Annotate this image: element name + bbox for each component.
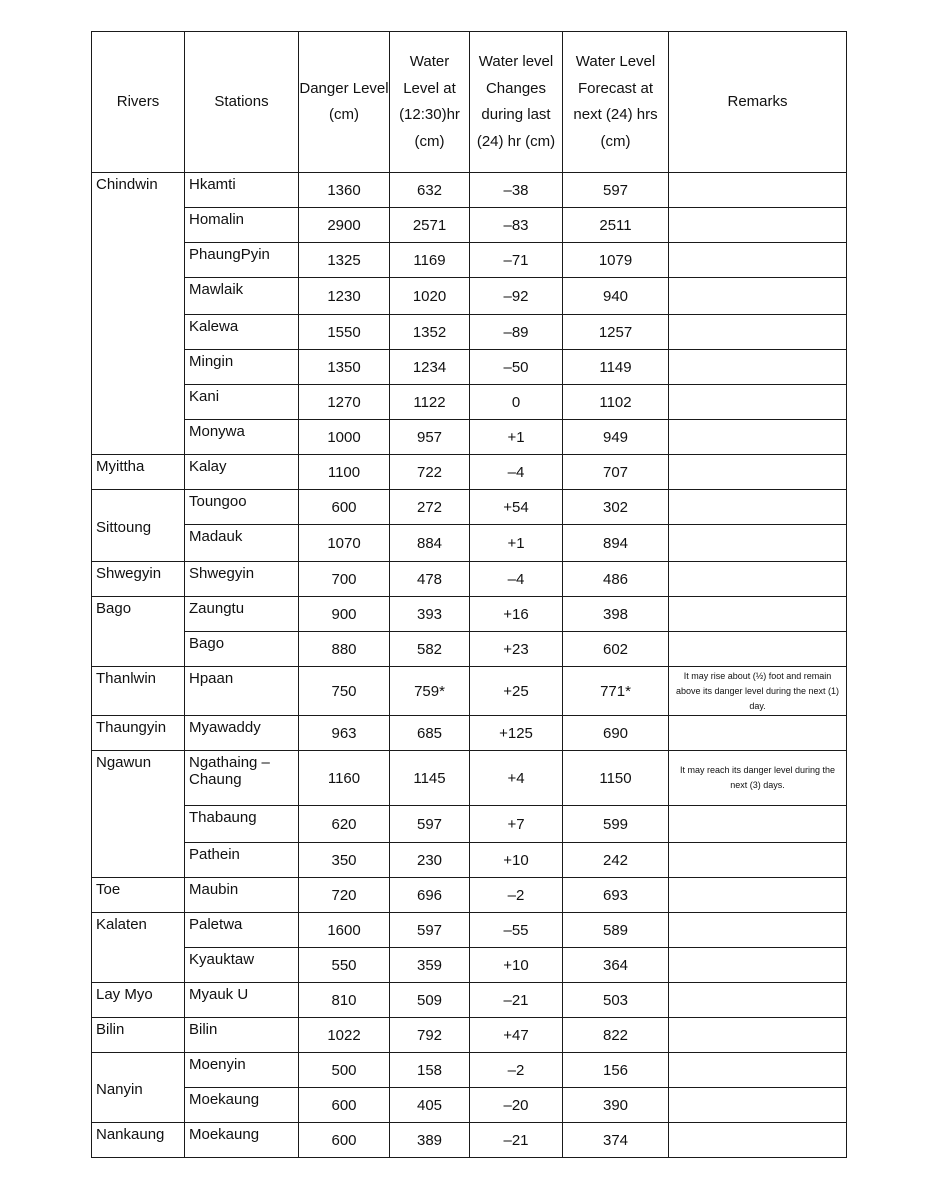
table-row [92, 525, 847, 562]
river-name-cell: Toe [92, 878, 185, 913]
station-name-cell: Mingin [185, 350, 299, 385]
station-name-cell: Mawlaik [185, 278, 299, 315]
danger-level-cell: 1000 [299, 420, 390, 455]
water-level-change-cell: +1 [470, 525, 563, 562]
river-name-cell: Myittha [92, 455, 185, 490]
table-row [92, 632, 847, 667]
remark-cell [669, 632, 847, 667]
header-remarks: Remarks [669, 32, 847, 173]
remark-cell [669, 983, 847, 1018]
table-row [92, 350, 847, 385]
water-level-change-cell: –71 [470, 243, 563, 278]
forecast-level-cell: 771* [563, 667, 669, 716]
table-row [92, 751, 847, 806]
danger-level-cell: 1350 [299, 350, 390, 385]
water-level-change-cell: –89 [470, 315, 563, 350]
table-row [92, 420, 847, 455]
danger-level-cell: 1270 [299, 385, 390, 420]
forecast-level-cell: 602 [563, 632, 669, 667]
station-name-cell: Maubin [185, 878, 299, 913]
forecast-level-cell: 949 [563, 420, 669, 455]
header-water-level-change: Water level Changes during last (24) hr (cm) [470, 32, 563, 173]
remark-cell [669, 913, 847, 948]
forecast-level-cell: 894 [563, 525, 669, 562]
table-row [92, 243, 847, 278]
station-name-cell: Moekaung [185, 1123, 299, 1158]
water-level-cell: 1352 [390, 315, 470, 350]
water-level-change-cell: +4 [470, 751, 563, 806]
danger-level-cell: 1070 [299, 525, 390, 562]
remark-cell [669, 1088, 847, 1123]
table-row [92, 1088, 847, 1123]
forecast-level-cell: 1149 [563, 350, 669, 385]
remark-cell [669, 562, 847, 597]
river-name-cell: Bago [92, 597, 185, 667]
forecast-level-cell: 390 [563, 1088, 669, 1123]
table-row [92, 278, 847, 315]
water-level-change-cell: +25 [470, 667, 563, 716]
danger-level-cell: 620 [299, 806, 390, 843]
table-body [92, 173, 847, 1158]
remark-cell [669, 208, 847, 243]
water-level-cell: 722 [390, 455, 470, 490]
forecast-level-cell: 242 [563, 843, 669, 878]
station-name-cell: PhaungPyin [185, 243, 299, 278]
table-row [92, 490, 847, 525]
river-name-cell: Ngawun [92, 751, 185, 878]
table-row [92, 716, 847, 751]
forecast-level-cell: 589 [563, 913, 669, 948]
forecast-level-cell: 156 [563, 1053, 669, 1088]
water-level-cell: 884 [390, 525, 470, 562]
water-level-change-cell: –2 [470, 878, 563, 913]
water-level-cell: 685 [390, 716, 470, 751]
water-level-cell: 597 [390, 806, 470, 843]
water-level-cell: 272 [390, 490, 470, 525]
water-level-change-cell: –38 [470, 173, 563, 208]
remark-cell [669, 1123, 847, 1158]
river-name-cell: Nanyin [92, 1053, 185, 1123]
table-row [92, 562, 847, 597]
forecast-level-cell: 597 [563, 173, 669, 208]
water-level-change-cell: –2 [470, 1053, 563, 1088]
remark-cell [669, 315, 847, 350]
danger-level-cell: 2900 [299, 208, 390, 243]
remark-cell [669, 843, 847, 878]
remark-cell [669, 806, 847, 843]
river-name-cell: Thaungyin [92, 716, 185, 751]
water-level-change-cell: –83 [470, 208, 563, 243]
danger-level-cell: 600 [299, 1123, 390, 1158]
water-level-cell: 1169 [390, 243, 470, 278]
danger-level-cell: 600 [299, 490, 390, 525]
table-row [92, 878, 847, 913]
water-level-cell: 405 [390, 1088, 470, 1123]
station-name-cell: Toungoo [185, 490, 299, 525]
water-level-cell: 792 [390, 1018, 470, 1053]
water-level-cell: 509 [390, 983, 470, 1018]
remark-cell [669, 597, 847, 632]
station-name-cell: Kalay [185, 455, 299, 490]
table-row [92, 597, 847, 632]
water-level-cell: 158 [390, 1053, 470, 1088]
station-name-cell: Kalewa [185, 315, 299, 350]
station-name-cell: Ngathaing – Chaung [185, 751, 299, 806]
table-row [92, 173, 847, 208]
table-row [92, 667, 847, 716]
danger-level-cell: 1550 [299, 315, 390, 350]
water-level-cell: 359 [390, 948, 470, 983]
remark-cell [669, 716, 847, 751]
water-level-cell: 389 [390, 1123, 470, 1158]
remark-cell [669, 455, 847, 490]
danger-level-cell: 1100 [299, 455, 390, 490]
remark-cell [669, 878, 847, 913]
water-level-change-cell: +47 [470, 1018, 563, 1053]
water-level-cell: 478 [390, 562, 470, 597]
danger-level-cell: 500 [299, 1053, 390, 1088]
danger-level-cell: 550 [299, 948, 390, 983]
water-level-change-cell: –4 [470, 562, 563, 597]
forecast-level-cell: 302 [563, 490, 669, 525]
station-name-cell: Hpaan [185, 667, 299, 716]
table-row [92, 455, 847, 490]
water-level-cell: 696 [390, 878, 470, 913]
water-level-cell: 1145 [390, 751, 470, 806]
danger-level-cell: 963 [299, 716, 390, 751]
station-name-cell: Pathein [185, 843, 299, 878]
remark-cell: It may rise about (½) foot and remain above its danger level during the next (1) day. [669, 667, 847, 716]
station-name-cell: Bago [185, 632, 299, 667]
header-danger-level: Danger Level (cm) [299, 32, 390, 173]
water-level-cell: 230 [390, 843, 470, 878]
water-level-change-cell: –4 [470, 455, 563, 490]
station-name-cell: Myauk U [185, 983, 299, 1018]
table-row [92, 1018, 847, 1053]
danger-level-cell: 810 [299, 983, 390, 1018]
station-name-cell: Kyauktaw [185, 948, 299, 983]
remark-cell [669, 173, 847, 208]
water-level-cell: 1122 [390, 385, 470, 420]
table-row [92, 913, 847, 948]
water-level-change-cell: –21 [470, 1123, 563, 1158]
header-stations: Stations [185, 32, 299, 173]
river-water-level-table [91, 31, 847, 1158]
station-name-cell: Madauk [185, 525, 299, 562]
table-header-row [92, 32, 847, 173]
forecast-level-cell: 364 [563, 948, 669, 983]
water-level-change-cell: –92 [470, 278, 563, 315]
water-level-change-cell: 0 [470, 385, 563, 420]
remark-cell [669, 1053, 847, 1088]
water-level-change-cell: +7 [470, 806, 563, 843]
water-level-change-cell: +10 [470, 948, 563, 983]
danger-level-cell: 700 [299, 562, 390, 597]
remark-cell [669, 525, 847, 562]
danger-level-cell: 1360 [299, 173, 390, 208]
forecast-level-cell: 1150 [563, 751, 669, 806]
station-name-cell: Moekaung [185, 1088, 299, 1123]
danger-level-cell: 1325 [299, 243, 390, 278]
forecast-level-cell: 374 [563, 1123, 669, 1158]
forecast-level-cell: 1257 [563, 315, 669, 350]
danger-level-cell: 600 [299, 1088, 390, 1123]
station-name-cell: Homalin [185, 208, 299, 243]
station-name-cell: Paletwa [185, 913, 299, 948]
water-level-cell: 1234 [390, 350, 470, 385]
table-row [92, 948, 847, 983]
water-level-change-cell: –21 [470, 983, 563, 1018]
water-level-change-cell: +54 [470, 490, 563, 525]
forecast-level-cell: 398 [563, 597, 669, 632]
remark-cell [669, 278, 847, 315]
station-name-cell: Shwegyin [185, 562, 299, 597]
forecast-level-cell: 1102 [563, 385, 669, 420]
water-level-cell: 597 [390, 913, 470, 948]
river-name-cell: Lay Myo [92, 983, 185, 1018]
water-level-change-cell: –55 [470, 913, 563, 948]
station-name-cell: Kani [185, 385, 299, 420]
danger-level-cell: 1230 [299, 278, 390, 315]
danger-level-cell: 1160 [299, 751, 390, 806]
remark-cell [669, 490, 847, 525]
remark-cell [669, 420, 847, 455]
station-name-cell: Myawaddy [185, 716, 299, 751]
station-name-cell: Hkamti [185, 173, 299, 208]
water-level-change-cell: +1 [470, 420, 563, 455]
remark-cell [669, 385, 847, 420]
table-row [92, 806, 847, 843]
forecast-level-cell: 1079 [563, 243, 669, 278]
water-level-change-cell: +125 [470, 716, 563, 751]
water-level-change-cell: –50 [470, 350, 563, 385]
water-level-cell: 582 [390, 632, 470, 667]
forecast-level-cell: 822 [563, 1018, 669, 1053]
river-name-cell: Kalaten [92, 913, 185, 983]
danger-level-cell: 1022 [299, 1018, 390, 1053]
forecast-level-cell: 486 [563, 562, 669, 597]
station-name-cell: Zaungtu [185, 597, 299, 632]
danger-level-cell: 1600 [299, 913, 390, 948]
river-name-cell: Sittoung [92, 490, 185, 562]
forecast-level-cell: 693 [563, 878, 669, 913]
header-water-level-forecast: Water Level Forecast at next (24) hrs (cm) [563, 32, 669, 173]
water-level-cell: 632 [390, 173, 470, 208]
danger-level-cell: 900 [299, 597, 390, 632]
table-row [92, 983, 847, 1018]
forecast-level-cell: 707 [563, 455, 669, 490]
header-water-level: Water Level at (12:30)hr (cm) [390, 32, 470, 173]
remark-cell [669, 350, 847, 385]
table-row [92, 843, 847, 878]
water-level-change-cell: +23 [470, 632, 563, 667]
river-name-cell: Chindwin [92, 173, 185, 455]
forecast-level-cell: 940 [563, 278, 669, 315]
danger-level-cell: 880 [299, 632, 390, 667]
river-name-cell: Nankaung [92, 1123, 185, 1158]
table-row [92, 385, 847, 420]
station-name-cell: Moenyin [185, 1053, 299, 1088]
forecast-level-cell: 599 [563, 806, 669, 843]
water-level-cell: 393 [390, 597, 470, 632]
water-level-cell: 759* [390, 667, 470, 716]
table-row [92, 315, 847, 350]
table-row [92, 1053, 847, 1088]
station-name-cell: Monywa [185, 420, 299, 455]
water-level-cell: 2571 [390, 208, 470, 243]
remark-cell [669, 243, 847, 278]
river-name-cell: Shwegyin [92, 562, 185, 597]
station-name-cell: Thabaung [185, 806, 299, 843]
station-name-cell: Bilin [185, 1018, 299, 1053]
remark-cell: It may reach its danger level during the next (3) days. [669, 751, 847, 806]
danger-level-cell: 350 [299, 843, 390, 878]
table-row [92, 208, 847, 243]
remark-cell [669, 948, 847, 983]
remark-cell [669, 1018, 847, 1053]
table-row [92, 1123, 847, 1158]
danger-level-cell: 750 [299, 667, 390, 716]
water-level-cell: 1020 [390, 278, 470, 315]
water-level-change-cell: +10 [470, 843, 563, 878]
danger-level-cell: 720 [299, 878, 390, 913]
water-level-cell: 957 [390, 420, 470, 455]
river-name-cell: Thanlwin [92, 667, 185, 716]
river-name-cell: Bilin [92, 1018, 185, 1053]
forecast-level-cell: 503 [563, 983, 669, 1018]
forecast-level-cell: 690 [563, 716, 669, 751]
water-level-change-cell: –20 [470, 1088, 563, 1123]
header-rivers: Rivers [92, 32, 185, 173]
forecast-level-cell: 2511 [563, 208, 669, 243]
water-level-change-cell: +16 [470, 597, 563, 632]
